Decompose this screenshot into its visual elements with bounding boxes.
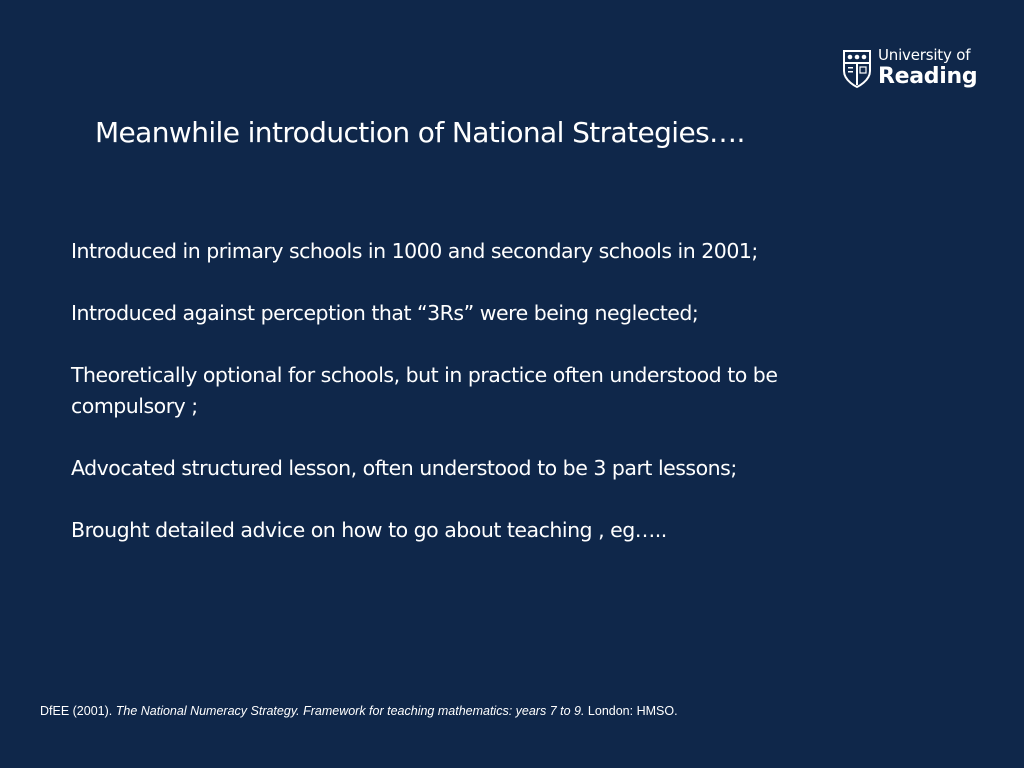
slide-title: Meanwhile introduction of National Strategies…. (95, 116, 745, 149)
bullet-item: Theoretically optional for schools, but in practice often understood to be compulsory ; (71, 363, 778, 418)
citation-author-year: DfEE (2001). (40, 704, 116, 718)
bullet-item: Introduced in primary schools in 1000 and secondary schools in 2001; (71, 239, 758, 263)
logo-wordmark (878, 47, 977, 90)
bullet-list (71, 236, 891, 577)
citation-title: The National Numeracy Strategy. Framework for teaching mathematics: years 7 to 9. (115, 704, 585, 718)
citation (40, 703, 678, 719)
logo-line-university-of: University of (878, 46, 971, 64)
university-logo (842, 47, 982, 95)
bullet-item: Introduced against perception that “3Rs” were being neglected; (71, 301, 699, 325)
crest-icon (842, 49, 872, 89)
bullet-item: Advocated structured lesson, often understood to be 3 part lessons; (71, 456, 737, 480)
citation-publisher: London: HMSO. (584, 704, 678, 718)
logo-line-reading: Reading (878, 64, 978, 89)
bullet-item: Brought detailed advice on how to go about teaching , eg….. (71, 518, 667, 542)
